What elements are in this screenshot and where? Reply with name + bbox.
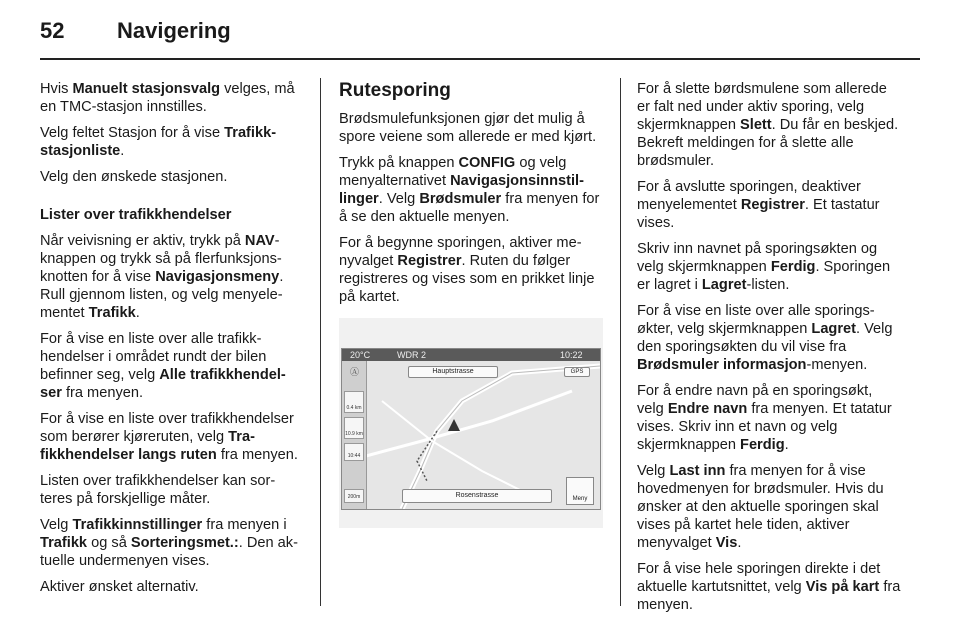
- paragraph: For å vise en liste over trafikkhendelser som berører kjøreruten, velg Trafikkhendelser langs ruten fra menyen.: [40, 411, 298, 463]
- paragraph: For å vise en liste over alle sporingsøkter, velg skjermknappen Lagret. Velg den sporingsøkten du vil vise fra Brødsmuler informasjon-menyen.: [637, 303, 893, 373]
- paragraph: Trykk på knappen CONFIG og velg menyalternativet Navigasjonsinnstillinger. Velg Brødsmuler fra menyen for å se den aktuelle menyen.: [339, 155, 600, 225]
- temperature: 20°C: [350, 350, 371, 360]
- remaining-distance: 10.9 km: [344, 417, 364, 439]
- paragraph: Velg Last inn fra menyen for å vise hovedmenyen for brødsmuler. Hvis du ønsker at den aktuelle sporingen skal vises på kartet hele tiden, aktiver menyvalget Vis.: [637, 463, 884, 551]
- paragraph: For å avslutte sporingen, deaktiver menyelementet Registrer. Et tastatur vises.: [637, 179, 880, 231]
- arrival-time: 10:44: [344, 443, 364, 461]
- paragraph: For å slette børdsmulene som allerede er falt ned under aktiv sporing, velg skjermknappen Slett. Du får en beskjed. Bekreft meldingen for å slette alle brødsmuler.: [637, 81, 899, 169]
- current-street-label: Hauptstrasse: [408, 366, 498, 378]
- paragraph: Skriv inn navnet på sporingsøkten og velg skjermknappen Ferdig. Sporingen er lagret i Lagret-listen.: [637, 241, 891, 293]
- paragraph: Velg feltet Stasjon for å vise Trafikkstasjonliste.: [40, 125, 277, 159]
- column-divider-2: [620, 78, 621, 606]
- paragraph: Aktiver ønsket alternativ.: [40, 579, 199, 595]
- radio-station: WDR 2: [397, 350, 426, 360]
- next-turn-distance: 0.4 km: [344, 391, 364, 413]
- compass-icon: Ⓐ: [350, 367, 360, 377]
- menu-button[interactable]: Meny: [566, 477, 594, 505]
- paragraph: For å endre navn på en sporingsøkt, velg Endre navn fra menyen. Et tatatur vises. Skriv inn et navn og velg skjermknappen Ferdig.: [637, 383, 892, 453]
- paragraph: Velg den ønskede stasjonen.: [40, 169, 228, 185]
- column-2: [339, 80, 603, 314]
- column-1: [40, 80, 302, 604]
- paragraph: Brødsmulefunksjonen gjør det mulig å spore veiene som allerede er med kjørt.: [339, 111, 597, 145]
- map-scale: 200m: [344, 489, 364, 503]
- paragraph: For å vise en liste over alle trafikkhendelser i området rundt der bilen befinner seg, velg Alle trafikkhendelser fra menyen.: [40, 331, 286, 401]
- header-rule: [40, 58, 920, 60]
- paragraph: Hvis Manuelt stasjonsvalg velges, må en TMC-stasjon innstilles.: [40, 81, 295, 115]
- map-view: [342, 361, 600, 509]
- column-3: [637, 80, 901, 622]
- paragraph: For å vise hele sporingen direkte i det aktuelle kartutsnittet, velg Vis på kart fra menyen.: [637, 561, 901, 613]
- section-heading: Lister over trafikkhendelser: [40, 207, 232, 223]
- section-heading: Rutesporing: [339, 80, 451, 101]
- gps-indicator: GPS: [564, 367, 590, 377]
- map-roads: [342, 361, 600, 509]
- next-street-label: Rosenstrasse: [402, 489, 552, 503]
- navigation-screen-figure: [339, 318, 603, 528]
- page-number: 52: [40, 18, 65, 43]
- clock: 10:22: [560, 350, 583, 360]
- column-divider-1: [320, 78, 321, 606]
- paragraph: Listen over trafikkhendelser kan sorteres på forskjellige måter.: [40, 473, 276, 507]
- nav-display: [341, 348, 601, 510]
- paragraph: Velg Trafikkinnstillinger fra menyen i Trafikk og så Sorteringsmet.:. Den aktuelle undermenyen vises.: [40, 517, 298, 569]
- paragraph: For å begynne sporingen, aktiver menyvalget Registrer. Ruten du følger registreres og vises som en prikket linje på kartet.: [339, 235, 595, 305]
- paragraph: Når veivisning er aktiv, trykk på NAV-knappen og trykk så på flerfunksjonsknotten for å vise Navigasjonsmeny. Rull gjennom listen, og velg menyelementet Trafikk.: [40, 233, 284, 321]
- status-bar: [342, 349, 600, 361]
- route-info-panel: [342, 361, 367, 509]
- chapter-title: Navigering: [117, 18, 231, 43]
